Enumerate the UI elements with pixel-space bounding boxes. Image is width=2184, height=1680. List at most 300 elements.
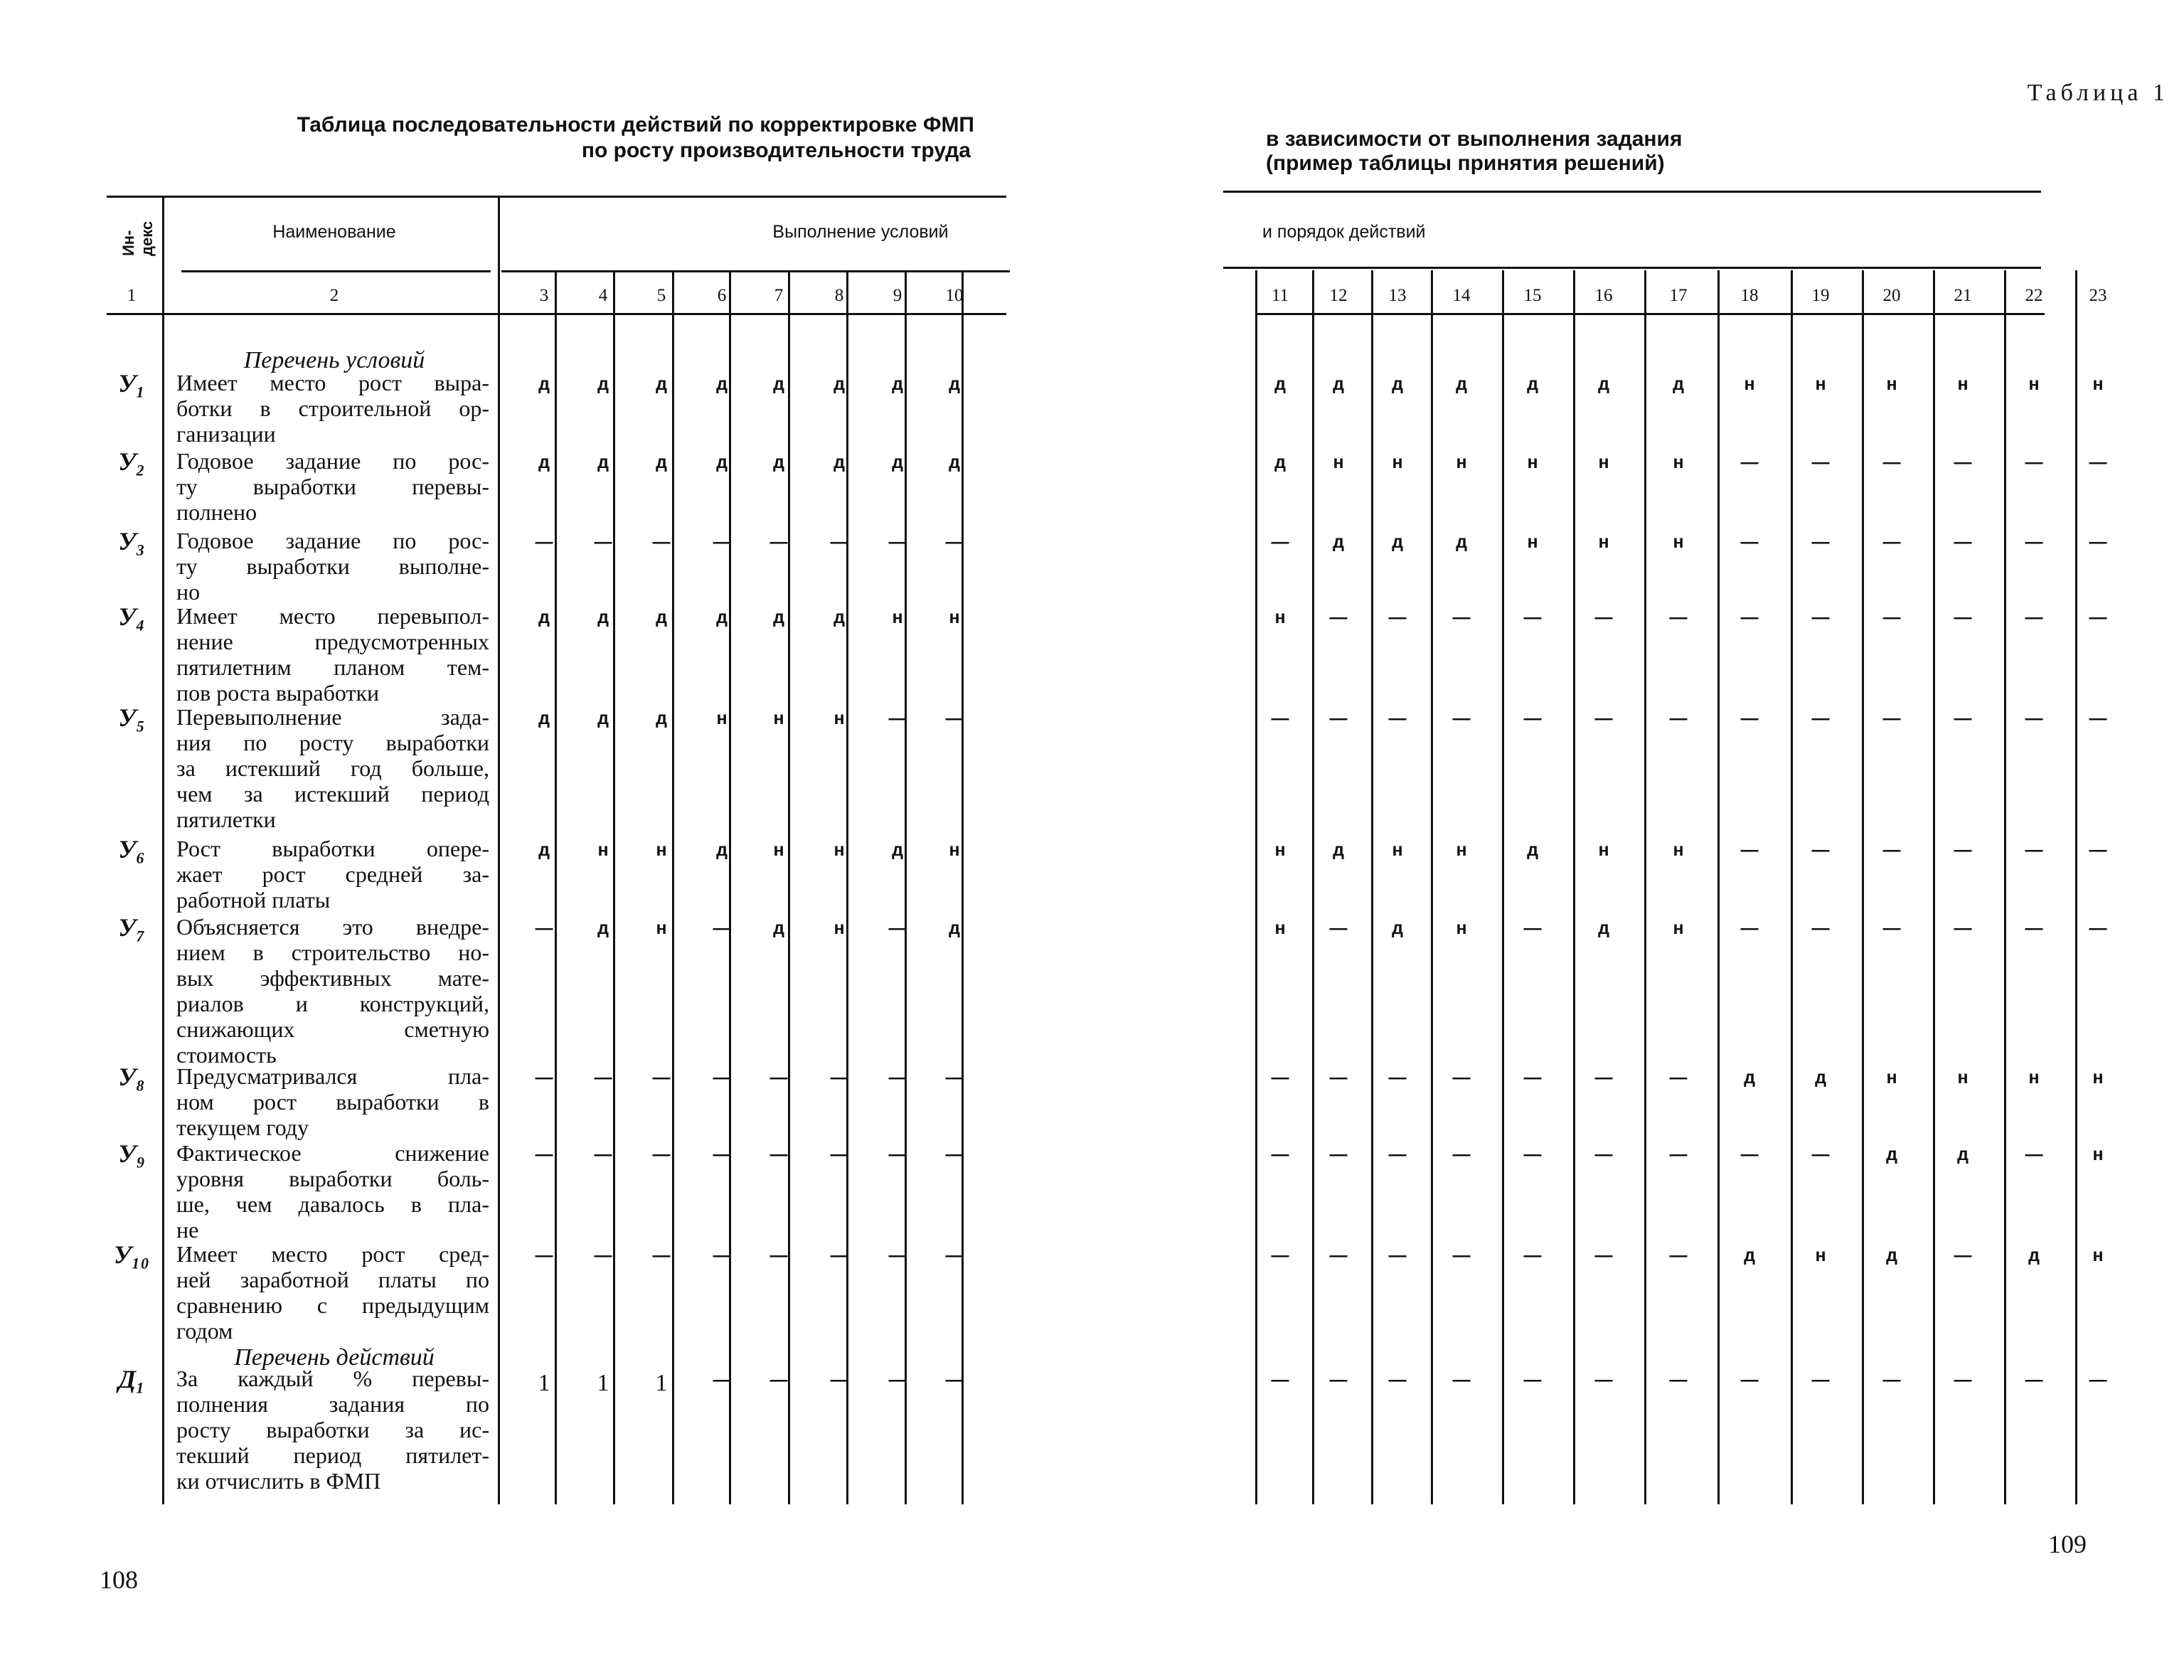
cell-value: — — [713, 918, 731, 938]
row-name-line: за истекший год больше, — [176, 755, 489, 781]
right-column-rule — [2004, 270, 2006, 1504]
cell-value: 1 — [597, 1370, 609, 1396]
cell-value: н — [1527, 452, 1538, 472]
cell-value: д — [656, 452, 667, 472]
cell-value: д — [538, 374, 550, 394]
cell-value: д — [716, 374, 728, 394]
head-name: Наименование — [272, 222, 396, 242]
cell-value: н — [1886, 1068, 1897, 1088]
cell-value: — — [1954, 532, 1972, 552]
left-title-line2: по росту производительности труда — [581, 139, 971, 162]
row-index: У₁ — [118, 369, 145, 398]
column-number-3: 3 — [539, 286, 549, 305]
row-index: У₁₀ — [113, 1240, 150, 1269]
row-name-line: ботки в строительной ор- — [176, 395, 489, 421]
cell-value: — — [945, 1068, 964, 1088]
cell-value: — — [1811, 1144, 1830, 1164]
cell-value: д — [1886, 1144, 1897, 1164]
cell-value: — — [830, 1245, 848, 1265]
cell-value: — — [1452, 1068, 1471, 1088]
cell-value: — — [1669, 708, 1688, 728]
cell-value: — — [1452, 708, 1471, 728]
right-subheader-rule — [1223, 267, 2041, 269]
column-number-4: 4 — [598, 286, 608, 305]
row-name-line: текущем году — [176, 1115, 309, 1140]
cell-value: — — [1329, 1068, 1348, 1088]
cell-value: д — [538, 607, 550, 627]
row-name-line: текший период пятилет- — [176, 1442, 489, 1468]
cell-value: — — [1594, 708, 1613, 728]
cell-value: — — [945, 1370, 964, 1390]
column-number-11: 11 — [1271, 286, 1289, 305]
cell-value: д — [833, 607, 845, 627]
cell-value: д — [2028, 1245, 2040, 1265]
row-name-line: ше, чем давалось в пла- — [176, 1191, 489, 1217]
cell-value: д — [892, 840, 903, 860]
cell-value: д — [949, 374, 960, 394]
cell-value: — — [830, 1144, 848, 1164]
cell-value: — — [1669, 1370, 1688, 1390]
cell-value: — — [1388, 607, 1407, 627]
header-top-rule — [107, 196, 1006, 198]
cell-value: — — [713, 1144, 731, 1164]
cell-value: — — [652, 1144, 671, 1164]
cell-value: — — [1954, 840, 1972, 860]
cell-value: д — [538, 840, 550, 860]
row-name-line: полнения задания по — [176, 1391, 489, 1417]
cell-value: — — [2089, 708, 2107, 728]
row-name-line: Имеет место рост сред- — [176, 1241, 489, 1267]
cell-value: д — [1815, 1068, 1826, 1088]
head-order: и порядок действий — [1262, 222, 1426, 242]
cell-value: — — [1329, 1370, 1348, 1390]
cell-value: — — [1523, 607, 1542, 627]
cell-value: д — [716, 452, 728, 472]
cell-value: — — [1882, 607, 1901, 627]
cell-value: — — [2089, 607, 2107, 627]
row-name-line: Имеет место перевыпол- — [176, 603, 489, 629]
cell-value: — — [769, 1245, 788, 1265]
cell-value: н — [2092, 374, 2104, 394]
cell-value: н — [656, 840, 667, 860]
cell-value: н — [892, 607, 903, 627]
cell-value: д — [716, 840, 728, 860]
cell-value: н — [1274, 918, 1286, 938]
column-number-9: 9 — [893, 286, 902, 305]
cell-value: — — [1594, 607, 1613, 627]
column-number-14: 14 — [1452, 286, 1471, 305]
cell-value: д — [1744, 1068, 1755, 1088]
cell-value: — — [2089, 532, 2107, 552]
cell-value: — — [1740, 918, 1759, 938]
cell-value: н — [1274, 840, 1286, 860]
cell-value: — — [769, 1068, 788, 1088]
cell-value: д — [716, 607, 728, 627]
cell-value: д — [1886, 1245, 1897, 1265]
cell-value: д — [1333, 374, 1344, 394]
row-name-line: вых эффективных мате- — [176, 965, 489, 991]
cell-value: — — [1271, 1370, 1289, 1390]
cell-value: — — [1329, 607, 1348, 627]
right-column-rule — [1255, 270, 1257, 1504]
cell-value: д — [773, 452, 784, 472]
column-number-19: 19 — [1811, 286, 1830, 305]
cell-value: — — [1523, 918, 1542, 938]
row-name-line: не — [176, 1217, 199, 1243]
cell-value: д — [1392, 918, 1403, 938]
cell-value: — — [594, 1245, 612, 1265]
column-number-16: 16 — [1594, 286, 1613, 305]
cell-value: д — [833, 374, 845, 394]
cell-value: д — [1527, 840, 1538, 860]
cell-value: — — [2025, 840, 2043, 860]
head-conditions: Выполнение условий — [772, 222, 949, 242]
cell-value: — — [2089, 1370, 2107, 1390]
column-number-12: 12 — [1329, 286, 1348, 305]
cell-value: н — [1274, 607, 1286, 627]
cell-value: — — [652, 532, 671, 552]
cell-value: н — [1673, 452, 1684, 472]
cell-value: — — [1811, 607, 1830, 627]
cell-value: — — [1388, 1068, 1407, 1088]
cell-value: — — [1882, 918, 1901, 938]
cell-value: — — [1271, 1144, 1289, 1164]
cell-value: — — [1388, 1370, 1407, 1390]
row-name-line: ки отчислить в ФМП — [176, 1468, 381, 1494]
cell-value: — — [1271, 1068, 1289, 1088]
cell-value: — — [830, 532, 848, 552]
cell-value: н — [2028, 374, 2040, 394]
cell-value: — — [2025, 708, 2043, 728]
cell-value: н — [2092, 1068, 2104, 1088]
cell-value: — — [1271, 708, 1289, 728]
cell-value: — — [652, 1245, 671, 1265]
cell-value: н — [1598, 840, 1609, 860]
cell-value: — — [1669, 1068, 1688, 1088]
right-column-rule — [1312, 270, 1314, 1504]
cell-value: — — [713, 1068, 731, 1088]
row-index: У₉ — [118, 1139, 145, 1168]
row-name-line: ту выработки выполне- — [176, 553, 489, 579]
cell-value: н — [1456, 918, 1467, 938]
column-number-13: 13 — [1388, 286, 1407, 305]
row-index: У₈ — [118, 1063, 145, 1091]
cell-value: д — [1744, 1245, 1755, 1265]
cell-value: н — [1527, 532, 1538, 552]
cell-value: — — [1669, 607, 1688, 627]
right-title-line1: в зависимости от выполнения задания — [1266, 127, 1683, 151]
cell-value: — — [1811, 1370, 1830, 1390]
cell-value: — — [1329, 1144, 1348, 1164]
cell-value: д — [773, 374, 784, 394]
row-index: У₇ — [118, 913, 145, 942]
cell-value: д — [597, 607, 609, 627]
cell-value: 1 — [655, 1370, 668, 1396]
cell-value: — — [830, 1068, 848, 1088]
cell-value: — — [535, 918, 553, 938]
cell-value: — — [769, 532, 788, 552]
cell-value: — — [945, 708, 964, 728]
right-column-rule — [1791, 270, 1793, 1504]
row-name-line: ния по росту выработки — [176, 730, 489, 755]
row-name-line: стоимость — [176, 1042, 277, 1068]
cell-value: д — [1598, 918, 1609, 938]
cell-value: — — [1811, 840, 1830, 860]
right-title-line2: (пример таблицы принятия решений) — [1266, 151, 1665, 175]
column-number-2: 2 — [329, 286, 339, 305]
cell-value: — — [1271, 1245, 1289, 1265]
cell-value: — — [888, 532, 907, 552]
cell-value: — — [713, 1245, 731, 1265]
right-column-rule — [1371, 270, 1373, 1504]
row-name-line: уровня выработки боль- — [176, 1166, 489, 1191]
cell-value: — — [1388, 1144, 1407, 1164]
row-name-line: жает рост средней за- — [176, 861, 489, 887]
cell-value: — — [1452, 607, 1471, 627]
cell-value: д — [773, 918, 784, 938]
row-name-line: нение предусмотренных — [176, 629, 489, 654]
row-index: У₂ — [118, 447, 145, 476]
cell-value: — — [830, 1370, 848, 1390]
cell-value: — — [1954, 607, 1972, 627]
cell-value: — — [1329, 1245, 1348, 1265]
cell-value: — — [594, 532, 612, 552]
cell-value: — — [1523, 1245, 1542, 1265]
row-name-line: Предусматривался пла- — [176, 1063, 489, 1089]
cell-value: н — [716, 708, 728, 728]
cell-value: — — [2089, 918, 2107, 938]
cell-value: н — [833, 840, 845, 860]
cell-value: д — [597, 452, 609, 472]
row-name-line: нием в строительство но- — [176, 940, 489, 965]
cell-value: н — [2092, 1144, 2104, 1164]
row-index: У₆ — [118, 835, 145, 863]
cell-value: д — [1333, 840, 1344, 860]
cell-value: — — [1740, 607, 1759, 627]
section-conditions: Перечень условий — [243, 347, 425, 373]
cell-value: — — [1882, 452, 1901, 472]
cell-value: д — [656, 708, 667, 728]
column-number-7: 7 — [774, 286, 784, 305]
cell-value: — — [945, 1144, 964, 1164]
row-name-line: ней заработной платы по — [176, 1267, 489, 1292]
cell-value: — — [1740, 840, 1759, 860]
cell-value: д — [597, 708, 609, 728]
cell-value: — — [1523, 708, 1542, 728]
cell-value: н — [2092, 1245, 2104, 1265]
cell-value: — — [1954, 708, 1972, 728]
cell-value: д — [1456, 532, 1467, 552]
row-name-line: Рост выработки опере- — [176, 836, 489, 861]
cell-value: н — [1957, 1068, 1969, 1088]
cell-value: — — [1740, 532, 1759, 552]
row-name-line: росту выработки за ис- — [176, 1417, 489, 1442]
right-colnum-bottom-rule — [1255, 313, 2045, 315]
cell-value: — — [2025, 607, 2043, 627]
cell-value: — — [2025, 1370, 2043, 1390]
cell-value: д — [892, 452, 903, 472]
column-number-23: 23 — [2089, 286, 2107, 305]
cell-value: — — [1452, 1370, 1471, 1390]
cell-value: — — [1811, 452, 1830, 472]
row-name-line: годом — [176, 1318, 233, 1344]
row-name-line: сравнению с предыдущим — [176, 1292, 489, 1318]
cell-value: н — [1673, 840, 1684, 860]
cell-value: н — [1744, 374, 1755, 394]
row-name-line: пятилетним планом тем- — [176, 654, 489, 680]
row-name-line: Фактическое снижение — [176, 1140, 489, 1166]
cell-value: — — [888, 1068, 907, 1088]
cell-value: д — [949, 918, 960, 938]
cell-value: — — [535, 1068, 553, 1088]
cell-value: д — [1274, 452, 1286, 472]
row-name-line: За каждый % перевы- — [176, 1366, 489, 1391]
cell-value: н — [1598, 452, 1609, 472]
cell-value: — — [1954, 452, 1972, 472]
row-index: Д₁ — [118, 1365, 145, 1393]
column-number-18: 18 — [1740, 286, 1759, 305]
section-actions: Перечень действий — [234, 1344, 435, 1371]
cell-value: — — [1669, 1245, 1688, 1265]
cell-value: — — [1594, 1144, 1613, 1164]
cell-value: — — [2025, 918, 2043, 938]
cell-value: д — [892, 374, 903, 394]
right-column-rule — [1431, 270, 1433, 1504]
cell-value: — — [1954, 918, 1972, 938]
cell-value: н — [833, 918, 845, 938]
cell-value: — — [1452, 1144, 1471, 1164]
row-name-line: Объясняется это внедре- — [176, 914, 489, 940]
cell-value: д — [656, 607, 667, 627]
cell-value: — — [1329, 918, 1348, 938]
left-column-rule — [498, 196, 500, 1504]
cell-value: д — [833, 452, 845, 472]
right-column-rule — [1502, 270, 1504, 1504]
cell-value: — — [1594, 1245, 1613, 1265]
row-index: У₄ — [118, 602, 145, 631]
cell-value: н — [773, 708, 784, 728]
cell-value: н — [1598, 532, 1609, 552]
cell-value: — — [1740, 708, 1759, 728]
row-name-line: ту выработки перевы- — [176, 474, 489, 499]
right-column-rule — [1644, 270, 1646, 1504]
cell-value: — — [888, 1245, 907, 1265]
cell-value: — — [945, 1245, 964, 1265]
cell-value: д — [656, 374, 667, 394]
cell-value: — — [1811, 918, 1830, 938]
cell-value: — — [888, 1144, 907, 1164]
cell-value: — — [1882, 532, 1901, 552]
cell-value: — — [594, 1144, 612, 1164]
row-name-line: ном рост выработки в — [176, 1089, 489, 1115]
row-name-line: Перевыполнение зада- — [176, 704, 489, 730]
cell-value: — — [888, 1370, 907, 1390]
right-column-rule — [1717, 270, 1720, 1504]
cell-value: н — [1456, 452, 1467, 472]
right-page — [1067, 0, 2184, 1680]
cell-value: — — [713, 1370, 731, 1390]
cell-value: — — [2025, 452, 2043, 472]
cell-value: — — [713, 532, 731, 552]
cell-value: н — [1392, 840, 1403, 860]
cell-value: — — [1882, 840, 1901, 860]
cell-value: — — [535, 532, 553, 552]
cell-value: н — [1886, 374, 1897, 394]
column-number-21: 21 — [1954, 286, 1972, 305]
cell-value: — — [1271, 532, 1289, 552]
page-number-right: 109 — [2048, 1530, 2087, 1558]
column-number-6: 6 — [717, 286, 727, 305]
cell-value: н — [949, 840, 960, 860]
cell-value: — — [1523, 1144, 1542, 1164]
row-name-line: работной платы — [176, 887, 331, 913]
column-number-1: 1 — [127, 286, 137, 305]
cell-value: — — [594, 1068, 612, 1088]
row-name-line: риалов и конструкций, — [176, 991, 489, 1016]
cell-value: — — [1523, 1068, 1542, 1088]
cell-value: н — [1333, 452, 1344, 472]
cell-value: 1 — [538, 1370, 550, 1396]
cell-value: н — [833, 708, 845, 728]
cell-value: д — [1333, 532, 1344, 552]
row-name-line: снижающих сметную — [176, 1016, 489, 1042]
cell-value: н — [1456, 840, 1467, 860]
row-name-line: Имеет место рост выра- — [176, 370, 489, 395]
cell-value: — — [1811, 532, 1830, 552]
cell-value: — — [888, 708, 907, 728]
row-name-line: полнено — [176, 499, 257, 525]
column-number-17: 17 — [1669, 286, 1688, 305]
column-number-10: 10 — [945, 286, 964, 305]
cell-value: — — [888, 918, 907, 938]
cell-value: д — [538, 708, 550, 728]
cell-value: — — [769, 1144, 788, 1164]
row-name-line: пятилетки — [176, 807, 276, 832]
cell-value: н — [1673, 532, 1684, 552]
row-name-line: чем за истекший период — [176, 781, 489, 807]
cell-value: — — [1329, 708, 1348, 728]
column-number-22: 22 — [2025, 286, 2043, 305]
row-name-line: Годовое задание по рос- — [176, 528, 489, 553]
cell-value: — — [1882, 708, 1901, 728]
cell-value: д — [1392, 374, 1403, 394]
cell-value: — — [1452, 1245, 1471, 1265]
row-name-line: но — [176, 579, 201, 605]
cell-value: — — [1811, 708, 1830, 728]
cell-value: д — [1957, 1144, 1969, 1164]
cell-value: д — [1598, 374, 1609, 394]
row-index: У₃ — [118, 527, 145, 555]
cell-value: н — [2028, 1068, 2040, 1088]
cell-value: д — [1274, 374, 1286, 394]
cell-value: — — [1594, 1370, 1613, 1390]
cell-value: — — [1740, 452, 1759, 472]
column-number-5: 5 — [656, 286, 666, 305]
cell-value: — — [1882, 1370, 1901, 1390]
column-number-8: 8 — [834, 286, 844, 305]
cell-value: д — [773, 607, 784, 627]
cell-value: н — [1815, 374, 1826, 394]
cell-value: н — [1957, 374, 1969, 394]
cell-value: д — [1673, 374, 1684, 394]
cell-value: — — [2089, 452, 2107, 472]
name-subheader-rule — [181, 270, 491, 272]
cell-value: — — [1523, 1370, 1542, 1390]
right-header-top-rule — [1223, 191, 2041, 193]
column-number-20: 20 — [1882, 286, 1901, 305]
cell-value: — — [1594, 1068, 1613, 1088]
cell-value: д — [1392, 532, 1403, 552]
